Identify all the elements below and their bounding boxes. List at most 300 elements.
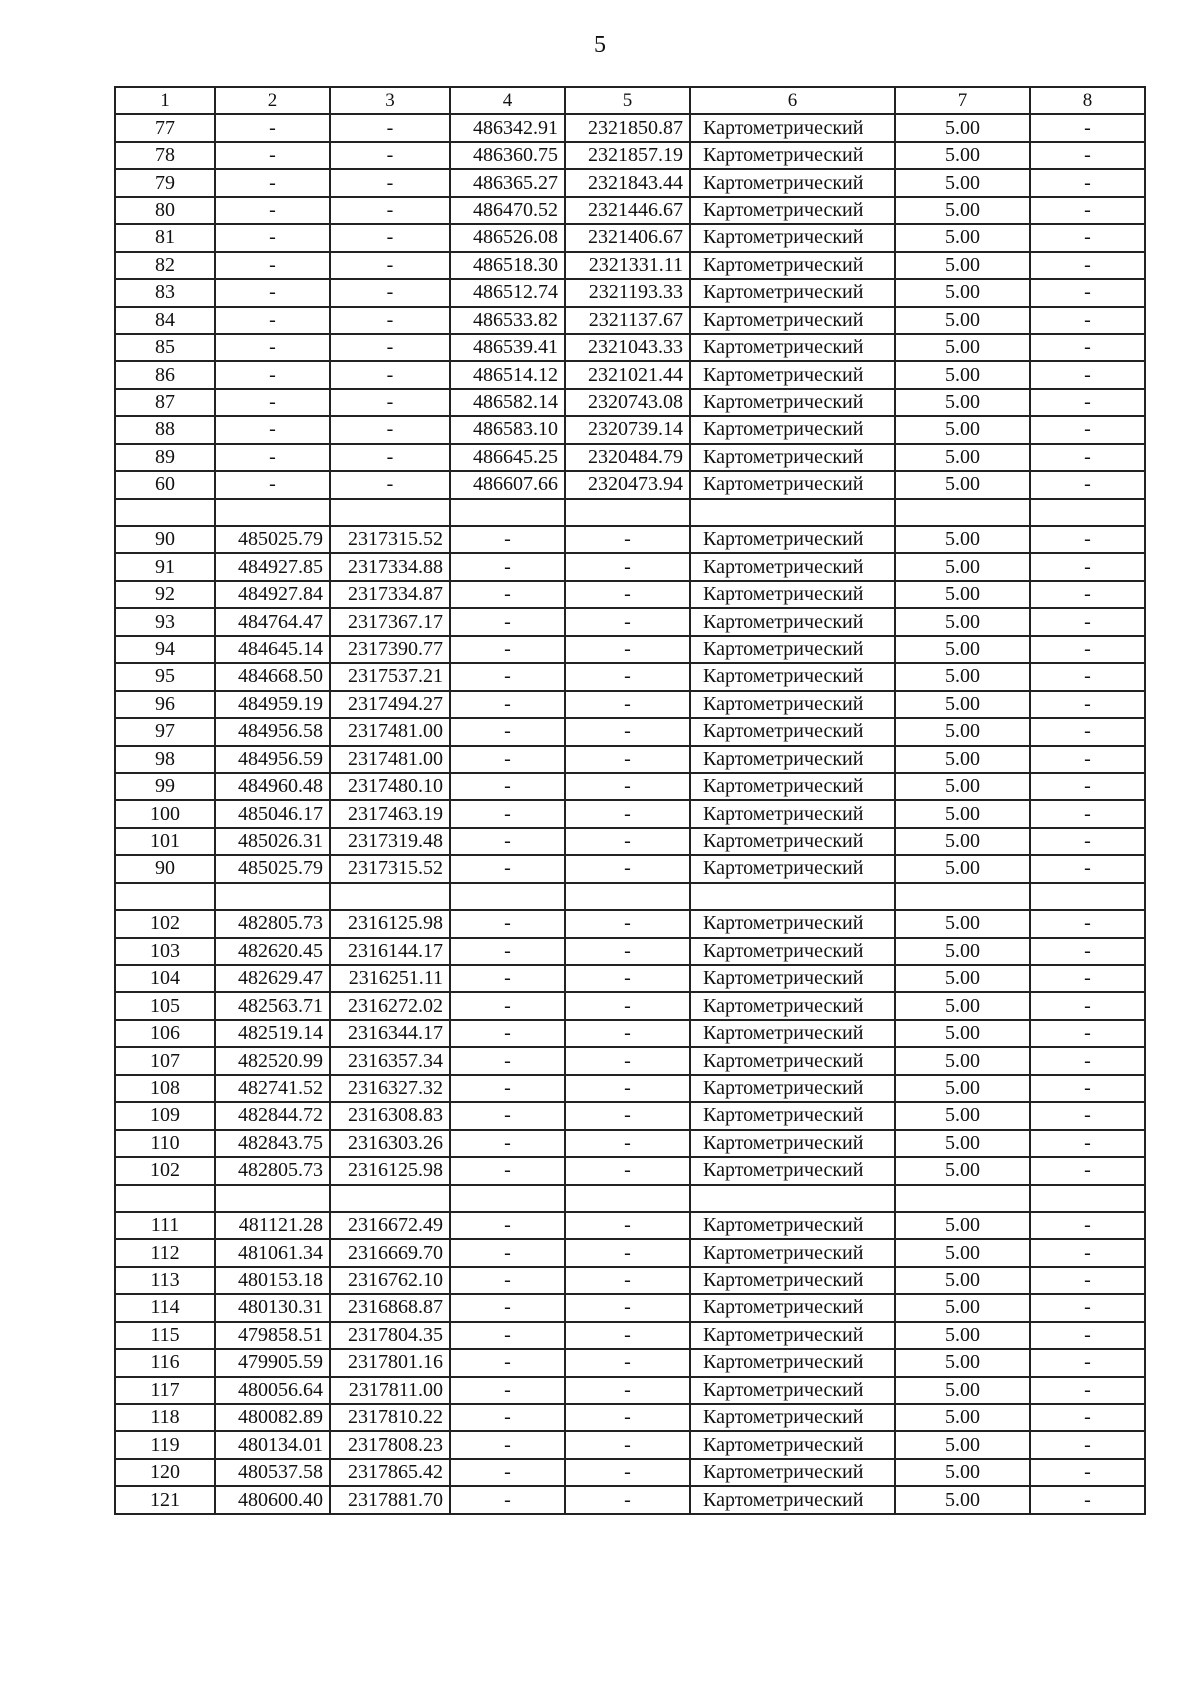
cell-method: Картометрический [690,334,895,361]
cell-y-coord-old [330,499,450,526]
cell-point-number: 109 [115,1102,215,1129]
cell-y-coord-new: - [565,636,690,663]
cell-point-number: 97 [115,718,215,745]
cell-x-coord-old: - [215,169,330,196]
table-row [115,307,1145,334]
cell-description: - [1030,938,1145,965]
cell-y-coord-old: - [330,361,450,388]
cell-x-coord-new: - [450,1102,565,1129]
cell-description: - [1030,800,1145,827]
cell-x-coord-old: 485026.31 [215,828,330,855]
cell-y-coord-old: 2316308.83 [330,1102,450,1129]
cell-description: - [1030,773,1145,800]
cell-x-coord-old: 479858.51 [215,1322,330,1349]
cell-x-coord-old: 484956.59 [215,746,330,773]
cell-method: Картометрический [690,197,895,224]
cell-x-coord-new: - [450,691,565,718]
table-row [115,1267,1145,1294]
column-header: 5 [565,87,690,114]
cell-method: Картометрический [690,746,895,773]
cell-y-coord-old: - [330,114,450,141]
cell-accuracy: 5.00 [895,1294,1030,1321]
table-row [115,1130,1145,1157]
table-row [115,1212,1145,1239]
cell-point-number: 92 [115,581,215,608]
cell-x-coord-new: - [450,992,565,1019]
cell-x-coord-old: 484645.14 [215,636,330,663]
cell-x-coord-new [450,1185,565,1212]
table-row [115,1349,1145,1376]
cell-method: Картометрический [690,1020,895,1047]
table-row [115,1157,1145,1184]
cell-accuracy: 5.00 [895,1459,1030,1486]
cell-x-coord-new: 486607.66 [450,471,565,498]
cell-y-coord-new: - [565,1130,690,1157]
cell-accuracy: 5.00 [895,1267,1030,1294]
cell-x-coord-new: - [450,1459,565,1486]
table-row [115,1431,1145,1458]
table-row [115,361,1145,388]
cell-accuracy: 5.00 [895,581,1030,608]
table-header-row [115,87,1145,114]
cell-y-coord-old: - [330,416,450,443]
cell-point-number: 60 [115,471,215,498]
cell-y-coord-new [565,499,690,526]
cell-y-coord-old: 2317367.17 [330,608,450,635]
cell-y-coord-old: 2317390.77 [330,636,450,663]
cell-x-coord-new: 486533.82 [450,307,565,334]
cell-description: - [1030,252,1145,279]
cell-description: - [1030,965,1145,992]
cell-point-number: 103 [115,938,215,965]
cell-method: Картометрический [690,1431,895,1458]
cell-y-coord-new: - [565,1404,690,1431]
cell-accuracy: 5.00 [895,526,1030,553]
cell-accuracy: 5.00 [895,279,1030,306]
cell-y-coord-new: 2320739.14 [565,416,690,443]
cell-x-coord-old: - [215,307,330,334]
cell-description: - [1030,1486,1145,1513]
table-row [115,224,1145,251]
cell-accuracy: 5.00 [895,1377,1030,1404]
cell-x-coord-new: - [450,1239,565,1266]
cell-point-number: 83 [115,279,215,306]
cell-y-coord-old: 2317334.88 [330,553,450,580]
cell-x-coord-new: - [450,1157,565,1184]
cell-point-number: 98 [115,746,215,773]
cell-y-coord-old: 2317481.00 [330,746,450,773]
cell-x-coord-new: 486514.12 [450,361,565,388]
cell-description: - [1030,553,1145,580]
cell-accuracy: 5.00 [895,636,1030,663]
cell-point-number [115,1185,215,1212]
cell-description: - [1030,169,1145,196]
cell-x-coord-old: 484959.19 [215,691,330,718]
cell-y-coord-old: 2316672.49 [330,1212,450,1239]
cell-x-coord-old: 484956.58 [215,718,330,745]
table-row [115,1239,1145,1266]
cell-method: Картометрический [690,142,895,169]
cell-x-coord-new: 486645.25 [450,444,565,471]
cell-description: - [1030,1075,1145,1102]
cell-accuracy: 5.00 [895,197,1030,224]
cell-method: Картометрический [690,1212,895,1239]
cell-point-number: 114 [115,1294,215,1321]
cell-y-coord-new: 2321021.44 [565,361,690,388]
cell-x-coord-old: - [215,279,330,306]
cell-description: - [1030,307,1145,334]
cell-y-coord-old: 2316144.17 [330,938,450,965]
cell-accuracy: 5.00 [895,307,1030,334]
cell-x-coord-new: 486512.74 [450,279,565,306]
cell-x-coord-old: 484668.50 [215,663,330,690]
cell-x-coord-old: 480130.31 [215,1294,330,1321]
cell-x-coord-old: 482620.45 [215,938,330,965]
cell-x-coord-old: - [215,361,330,388]
table-row [115,1020,1145,1047]
cell-y-coord-new: 2320484.79 [565,444,690,471]
cell-description: - [1030,608,1145,635]
cell-point-number: 104 [115,965,215,992]
cell-y-coord-old: 2316762.10 [330,1267,450,1294]
cell-method: Картометрический [690,608,895,635]
cell-y-coord-old: - [330,444,450,471]
cell-accuracy: 5.00 [895,1020,1030,1047]
cell-point-number: 90 [115,526,215,553]
cell-y-coord-old: - [330,252,450,279]
table-row [115,1102,1145,1129]
cell-method: Картометрический [690,691,895,718]
cell-y-coord-new: - [565,746,690,773]
cell-y-coord-old: - [330,224,450,251]
cell-x-coord-new: - [450,1294,565,1321]
cell-method [690,499,895,526]
cell-description: - [1030,197,1145,224]
cell-method: Картометрический [690,252,895,279]
cell-x-coord-old: 479905.59 [215,1349,330,1376]
cell-description: - [1030,416,1145,443]
cell-accuracy: 5.00 [895,1130,1030,1157]
cell-y-coord-old: - [330,279,450,306]
cell-description: - [1030,1322,1145,1349]
cell-accuracy: 5.00 [895,746,1030,773]
cell-method: Картометрический [690,1294,895,1321]
cell-method: Картометрический [690,1239,895,1266]
table-row [115,197,1145,224]
cell-method: Картометрический [690,1459,895,1486]
cell-y-coord-new: - [565,1294,690,1321]
cell-x-coord-old: 480134.01 [215,1431,330,1458]
cell-description: - [1030,691,1145,718]
cell-point-number: 115 [115,1322,215,1349]
cell-x-coord-old: 482629.47 [215,965,330,992]
table-row [115,526,1145,553]
cell-method: Картометрический [690,1486,895,1513]
cell-accuracy: 5.00 [895,965,1030,992]
cell-description: - [1030,1102,1145,1129]
cell-description: - [1030,910,1145,937]
cell-point-number: 102 [115,1157,215,1184]
cell-point-number: 84 [115,307,215,334]
cell-method: Картометрический [690,828,895,855]
cell-x-coord-old [215,499,330,526]
cell-x-coord-old: 482805.73 [215,1157,330,1184]
cell-x-coord-new: - [450,938,565,965]
cell-description: - [1030,1349,1145,1376]
cell-y-coord-new: - [565,718,690,745]
cell-description: - [1030,224,1145,251]
cell-point-number: 107 [115,1047,215,1074]
table-row [115,1047,1145,1074]
cell-x-coord-old: - [215,471,330,498]
cell-method [690,883,895,910]
cell-y-coord-old: 2317810.22 [330,1404,450,1431]
cell-y-coord-new: 2321850.87 [565,114,690,141]
cell-accuracy: 5.00 [895,1486,1030,1513]
column-header: 6 [690,87,895,114]
cell-accuracy: 5.00 [895,553,1030,580]
cell-accuracy: 5.00 [895,828,1030,855]
cell-x-coord-new: - [450,828,565,855]
cell-y-coord-new: - [565,1212,690,1239]
cell-y-coord-old: 2316669.70 [330,1239,450,1266]
cell-x-coord-new: - [450,526,565,553]
cell-y-coord-new: 2321331.11 [565,252,690,279]
cell-point-number: 81 [115,224,215,251]
cell-accuracy: 5.00 [895,471,1030,498]
cell-x-coord-old: 482843.75 [215,1130,330,1157]
cell-method: Картометрический [690,553,895,580]
table-row [115,1075,1145,1102]
cell-method: Картометрический [690,224,895,251]
cell-x-coord-old: 485025.79 [215,526,330,553]
cell-method: Картометрический [690,965,895,992]
cell-accuracy: 5.00 [895,224,1030,251]
cell-point-number: 89 [115,444,215,471]
cell-description: - [1030,142,1145,169]
cell-point-number: 116 [115,1349,215,1376]
cell-method: Картометрический [690,307,895,334]
cell-x-coord-new: - [450,581,565,608]
cell-x-coord-old: 484927.85 [215,553,330,580]
table-row [115,965,1145,992]
cell-point-number: 111 [115,1212,215,1239]
cell-y-coord-old: 2316125.98 [330,1157,450,1184]
table-separator-row [115,1185,1145,1212]
cell-y-coord-new: - [565,553,690,580]
cell-x-coord-old: 481121.28 [215,1212,330,1239]
cell-x-coord-old: - [215,142,330,169]
cell-point-number: 105 [115,992,215,1019]
cell-accuracy: 5.00 [895,169,1030,196]
cell-description: - [1030,718,1145,745]
cell-x-coord-old: 482520.99 [215,1047,330,1074]
cell-method: Картометрический [690,169,895,196]
page-number: 5 [594,32,606,58]
cell-y-coord-new: - [565,855,690,882]
cell-description: - [1030,828,1145,855]
column-header: 4 [450,87,565,114]
cell-point-number: 106 [115,1020,215,1047]
table-row [115,1294,1145,1321]
cell-x-coord-new: - [450,663,565,690]
cell-description: - [1030,1267,1145,1294]
table-row [115,718,1145,745]
cell-description: - [1030,279,1145,306]
cell-y-coord-new: 2321193.33 [565,279,690,306]
cell-y-coord-old: 2317811.00 [330,1377,450,1404]
cell-accuracy: 5.00 [895,389,1030,416]
cell-accuracy: 5.00 [895,252,1030,279]
cell-accuracy: 5.00 [895,1349,1030,1376]
cell-y-coord-old: 2316327.32 [330,1075,450,1102]
cell-description: - [1030,526,1145,553]
table-row [115,471,1145,498]
cell-x-coord-new [450,499,565,526]
cell-point-number: 120 [115,1459,215,1486]
cell-method: Картометрический [690,992,895,1019]
cell-description: - [1030,114,1145,141]
cell-x-coord-old: 484764.47 [215,608,330,635]
column-header: 3 [330,87,450,114]
cell-x-coord-new: - [450,1377,565,1404]
cell-y-coord-new: 2321406.67 [565,224,690,251]
cell-description: - [1030,1459,1145,1486]
cell-y-coord-new: - [565,691,690,718]
cell-description: - [1030,855,1145,882]
cell-method: Картометрический [690,1377,895,1404]
cell-y-coord-new: - [565,1459,690,1486]
table-row [115,910,1145,937]
cell-method: Картометрический [690,389,895,416]
cell-method: Картометрический [690,1349,895,1376]
cell-method: Картометрический [690,526,895,553]
cell-x-coord-new: - [450,1212,565,1239]
table-row [115,828,1145,855]
cell-x-coord-old: - [215,252,330,279]
cell-accuracy: 5.00 [895,114,1030,141]
cell-y-coord-new: - [565,1267,690,1294]
cell-y-coord-old: 2316251.11 [330,965,450,992]
table-row [115,1404,1145,1431]
cell-description: - [1030,334,1145,361]
cell-accuracy: 5.00 [895,1404,1030,1431]
cell-accuracy: 5.00 [895,910,1030,937]
cell-y-coord-new: - [565,526,690,553]
cell-x-coord-new: - [450,1349,565,1376]
cell-description: - [1030,1020,1145,1047]
cell-y-coord-old: 2317480.10 [330,773,450,800]
cell-point-number: 90 [115,855,215,882]
cell-description: - [1030,1212,1145,1239]
cell-method: Картометрический [690,800,895,827]
cell-method: Картометрический [690,444,895,471]
cell-description: - [1030,746,1145,773]
cell-description: - [1030,1377,1145,1404]
cell-accuracy [895,499,1030,526]
cell-accuracy: 5.00 [895,1322,1030,1349]
cell-accuracy: 5.00 [895,992,1030,1019]
cell-description: - [1030,636,1145,663]
cell-method: Картометрический [690,279,895,306]
cell-x-coord-old: - [215,224,330,251]
cell-description [1030,883,1145,910]
cell-description: - [1030,1294,1145,1321]
cell-accuracy: 5.00 [895,334,1030,361]
cell-point-number: 82 [115,252,215,279]
cell-y-coord-old: 2316272.02 [330,992,450,1019]
cell-x-coord-old: 482563.71 [215,992,330,1019]
cell-point-number: 78 [115,142,215,169]
cell-y-coord-old [330,1185,450,1212]
table-row [115,114,1145,141]
cell-x-coord-old: - [215,197,330,224]
cell-x-coord-old: 482805.73 [215,910,330,937]
cell-description: - [1030,1130,1145,1157]
cell-y-coord-new: - [565,1020,690,1047]
cell-x-coord-new: - [450,1130,565,1157]
cell-accuracy: 5.00 [895,1102,1030,1129]
cell-x-coord-old: 480056.64 [215,1377,330,1404]
cell-method: Картометрический [690,416,895,443]
cell-method: Картометрический [690,1075,895,1102]
cell-point-number: 87 [115,389,215,416]
cell-method: Картометрический [690,718,895,745]
cell-x-coord-new: - [450,553,565,580]
cell-point-number: 99 [115,773,215,800]
cell-point-number: 80 [115,197,215,224]
table-separator-row [115,883,1145,910]
cell-y-coord-new: - [565,1075,690,1102]
cell-y-coord-new: 2320743.08 [565,389,690,416]
cell-accuracy: 5.00 [895,1212,1030,1239]
table-row [115,938,1145,965]
cell-description: - [1030,471,1145,498]
cell-y-coord-old: - [330,307,450,334]
cell-y-coord-new: - [565,1102,690,1129]
cell-y-coord-new: - [565,800,690,827]
cell-description: - [1030,663,1145,690]
cell-x-coord-new: - [450,1047,565,1074]
cell-y-coord-old: 2316344.17 [330,1020,450,1047]
cell-x-coord-new: 486360.75 [450,142,565,169]
cell-description: - [1030,1157,1145,1184]
table-row [115,279,1145,306]
cell-x-coord-old: 484927.84 [215,581,330,608]
cell-x-coord-new: 486583.10 [450,416,565,443]
cell-x-coord-new: - [450,1020,565,1047]
cell-accuracy: 5.00 [895,691,1030,718]
cell-y-coord-old: 2317319.48 [330,828,450,855]
cell-y-coord-old: 2316125.98 [330,910,450,937]
cell-y-coord-old: - [330,389,450,416]
cell-x-coord-new: - [450,1075,565,1102]
cell-accuracy: 5.00 [895,142,1030,169]
cell-point-number: 95 [115,663,215,690]
cell-x-coord-new: - [450,746,565,773]
cell-y-coord-old: 2316868.87 [330,1294,450,1321]
cell-description: - [1030,1404,1145,1431]
cell-method: Картометрический [690,1102,895,1129]
cell-y-coord-old: - [330,169,450,196]
cell-y-coord-old: - [330,197,450,224]
cell-method: Картометрический [690,855,895,882]
cell-method: Картометрический [690,938,895,965]
cell-point-number: 79 [115,169,215,196]
column-header: 2 [215,87,330,114]
cell-accuracy: 5.00 [895,855,1030,882]
cell-point-number: 77 [115,114,215,141]
